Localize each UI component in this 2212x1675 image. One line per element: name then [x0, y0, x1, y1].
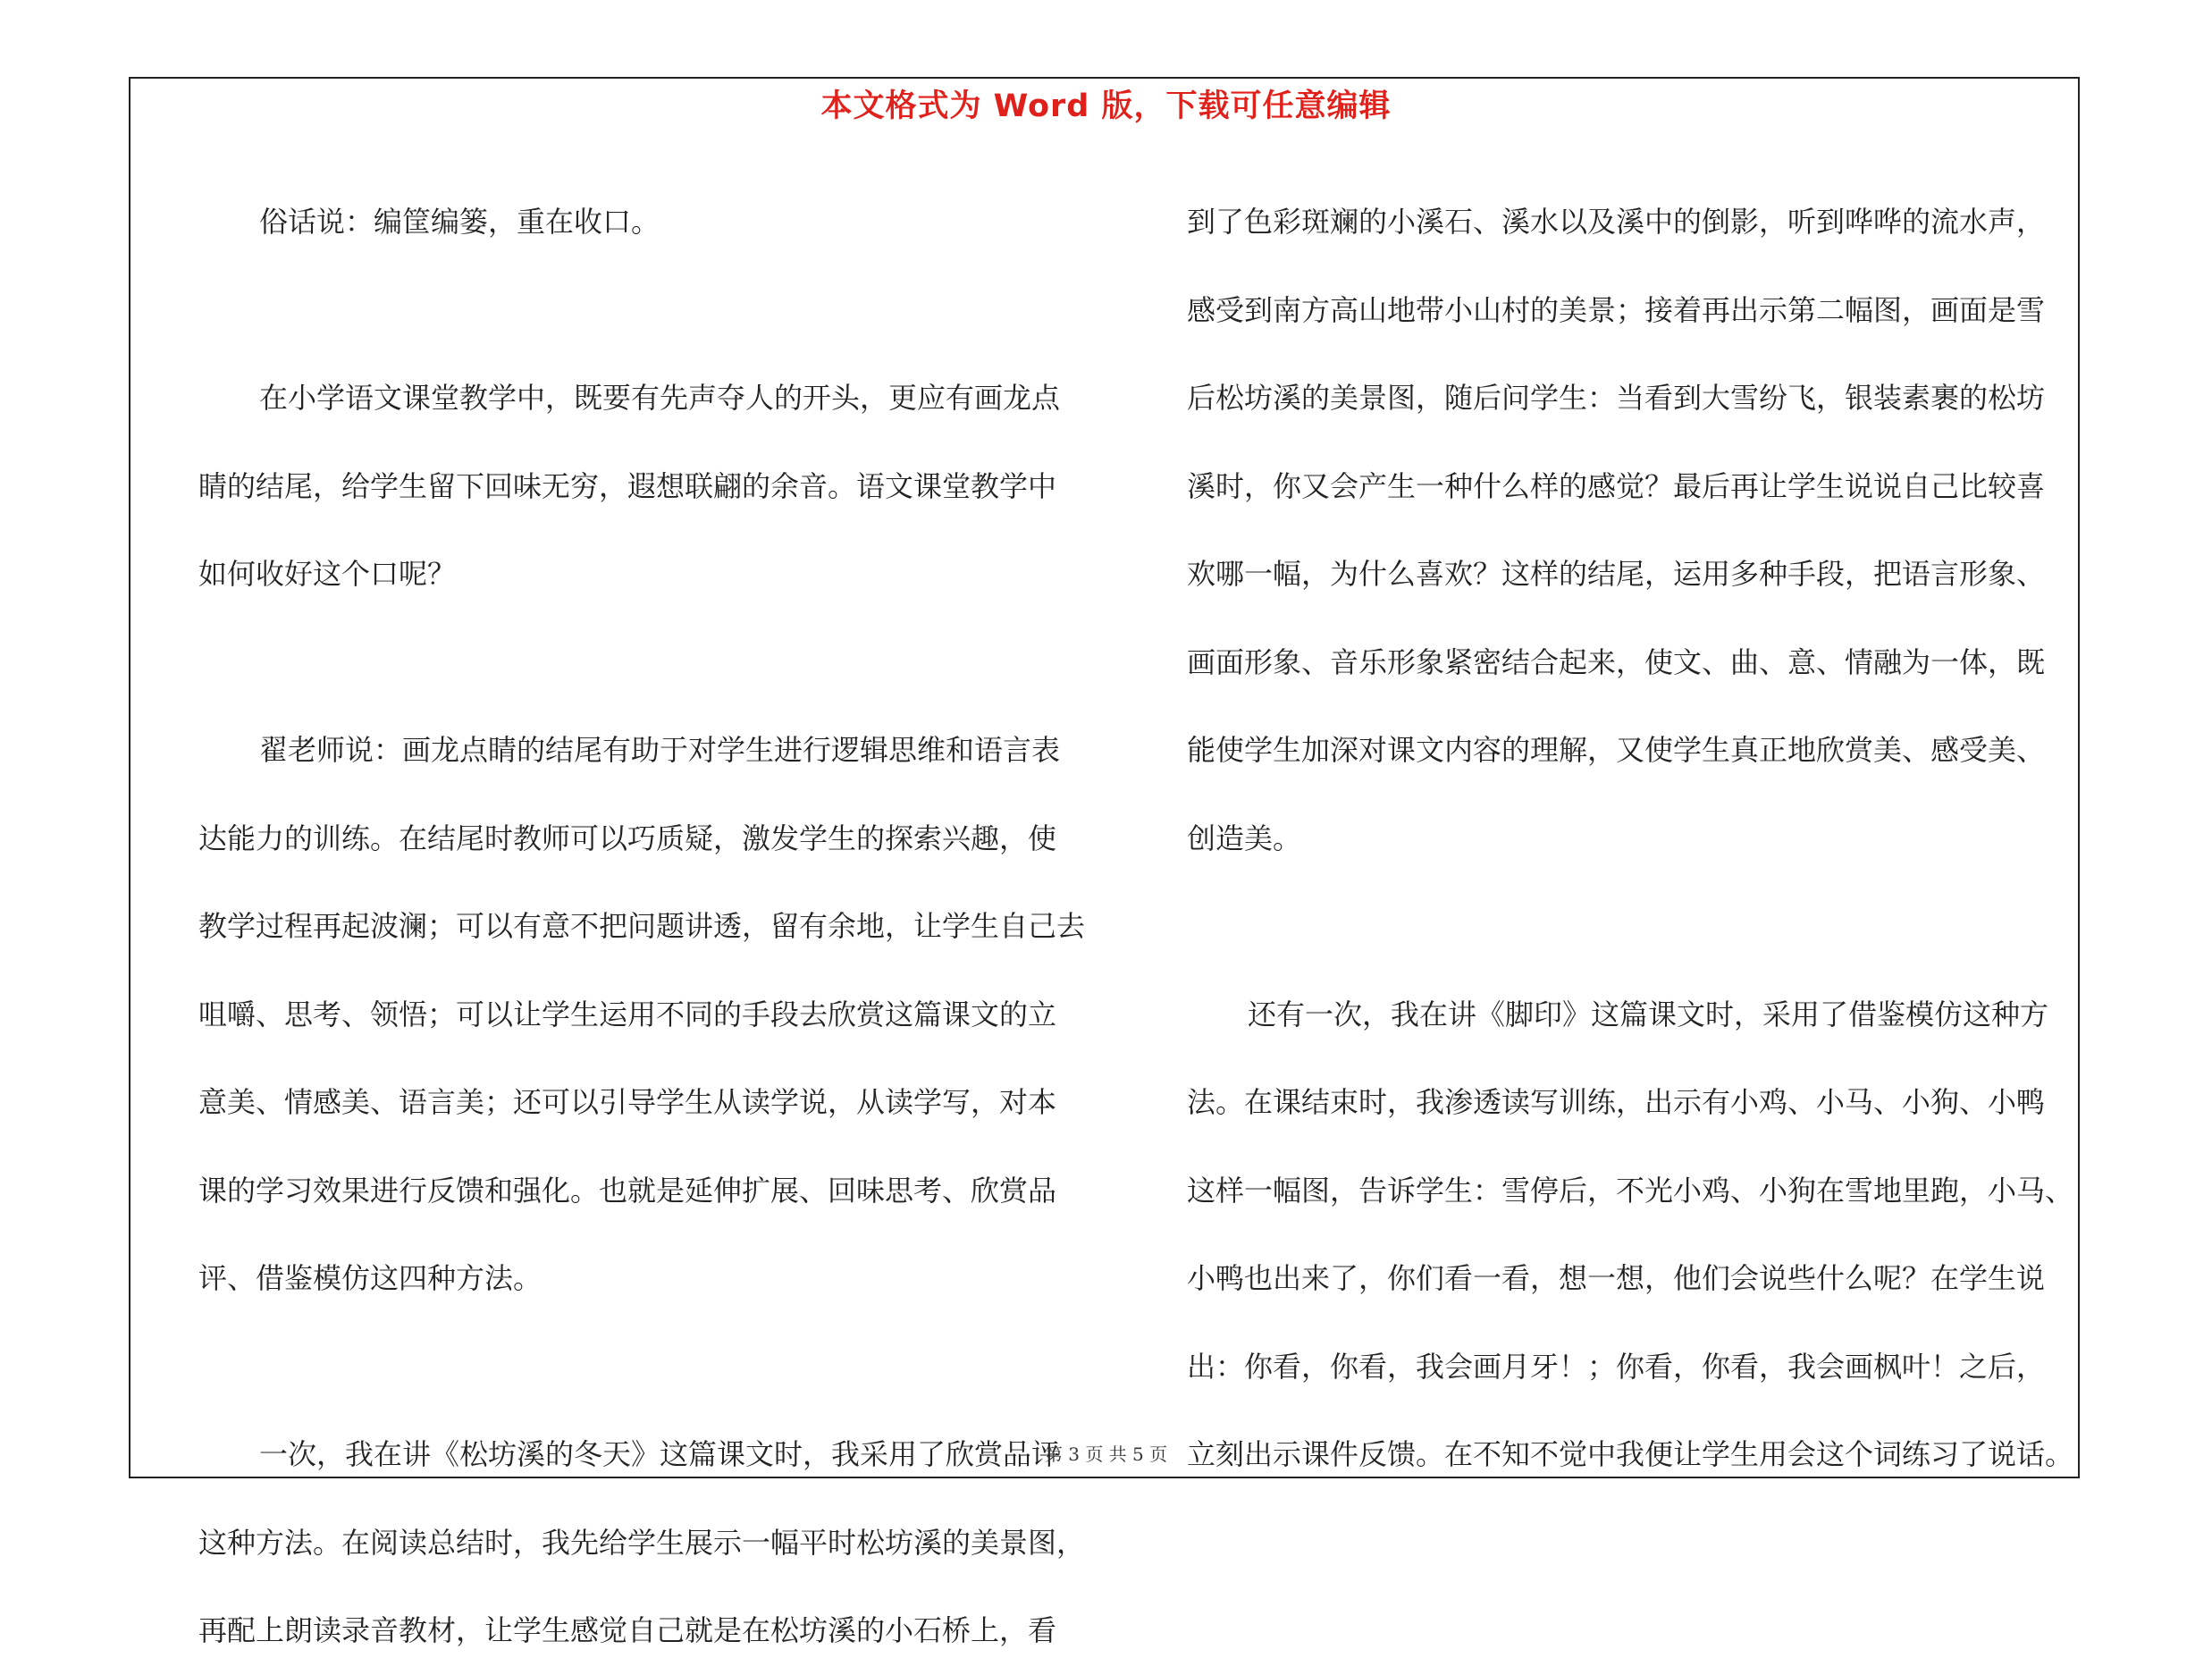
text-line: 睛的结尾，给学生留下回味无穷，遐想联翩的余音。语文课堂教学中 — [198, 468, 1057, 503]
text-line: 创造美。 — [1187, 821, 1302, 855]
text-line: 能使学生加深对课文内容的理解，又使学生真正地欣赏美、感受美、 — [1187, 733, 2046, 767]
text-line: 俗话说：编筐编篓，重在收口。 — [259, 205, 660, 239]
text-line: 意美、情感美、语言美；还可以引导学生从读学说，从读学写，对本 — [198, 1085, 1057, 1119]
document-header-title: 本文格式为 Word 版，下载可任意编辑 — [820, 88, 1392, 124]
text-line: 后松坊溪的美景图，随后问学生：当看到大雪纷飞，银装素裹的松坊 — [1187, 381, 2046, 415]
text-line: 欢哪一幅，为什么喜欢？这样的结尾，运用多种手段，把语言形象、 — [1187, 557, 2046, 591]
text-line: 到了色彩斑斓的小溪石、溪水以及溪中的倒影，听到哗哗的流水声， — [1187, 205, 2046, 239]
paragraph-gap — [1187, 882, 2078, 971]
paragraph-gap — [198, 266, 1083, 355]
text-line: 立刻出示课件反馈。在不知不觉中我便让学生用会这个词练习了说话。 — [1187, 1437, 2074, 1471]
text-line: 溪时，你又会产生一种什么样的感觉？最后再让学生说说自己比较喜 — [1187, 468, 2046, 503]
text-line: 还有一次，我在讲《脚印》这篇课文时，采用了借鉴模仿这种方 — [1248, 997, 2049, 1031]
text-line: 一次，我在讲《松坊溪的冬天》这篇课文时，我采用了欣赏品评 — [259, 1437, 1061, 1471]
right-text-column — [1187, 178, 2078, 1499]
page-number-footer: 第 3 页 共 5 页 — [1044, 1444, 1168, 1465]
text-line: 感受到南方高山地带小山村的美景；接着再出示第二幅图，画面是雪 — [1187, 292, 2046, 327]
text-line: 小鸭也出来了，你们看一看，想一想，他们会说些什么呢？在学生说 — [1187, 1261, 2046, 1295]
text-line: 课的学习效果进行反馈和强化。也就是延伸扩展、回味思考、欣赏品 — [198, 1173, 1057, 1208]
text-line: 画面形象、音乐形象紧密结合起来，使文、曲、意、情融为一体，既 — [1187, 644, 2046, 679]
text-line: 翟老师说：画龙点睛的结尾有助于对学生进行逻辑思维和语言表 — [259, 733, 1061, 767]
text-line: 教学过程再起波澜；可以有意不把问题讲透，留有余地，让学生自己去 — [198, 909, 1086, 943]
text-line: 咀嚼、思考、领悟；可以让学生运用不同的手段去欣赏这篇课文的立 — [198, 997, 1057, 1031]
text-line: 再配上朗读录音教材，让学生感觉自己就是在松坊溪的小石桥上，看 — [198, 1613, 1057, 1647]
text-line: 在小学语文课堂教学中，既要有先声夺人的开头，更应有画龙点 — [259, 381, 1061, 415]
text-line: 如何收好这个口呢？ — [198, 557, 457, 591]
text-line: 法。在课结束时，我渗透读写训练，出示有小鸡、小马、小狗、小鸭 — [1187, 1085, 2046, 1119]
text-line: 达能力的训练。在结尾时教师可以巧质疑，激发学生的探索兴趣，使 — [198, 821, 1057, 855]
text-line: 这样一幅图，告诉学生：雪停后，不光小鸡、小狗在雪地里跑，小马、 — [1187, 1173, 2074, 1208]
text-line: 这种方法。在阅读总结时，我先给学生展示一幅平时松坊溪的美景图， — [198, 1525, 1086, 1560]
text-line: 评、借鉴模仿这四种方法。 — [198, 1261, 542, 1295]
text-line: 出：你看，你看，我会画月牙！；你看，你看，我会画枫叶！之后， — [1187, 1349, 2046, 1384]
paragraph-gap — [198, 1323, 1083, 1411]
paragraph-gap — [198, 619, 1083, 707]
